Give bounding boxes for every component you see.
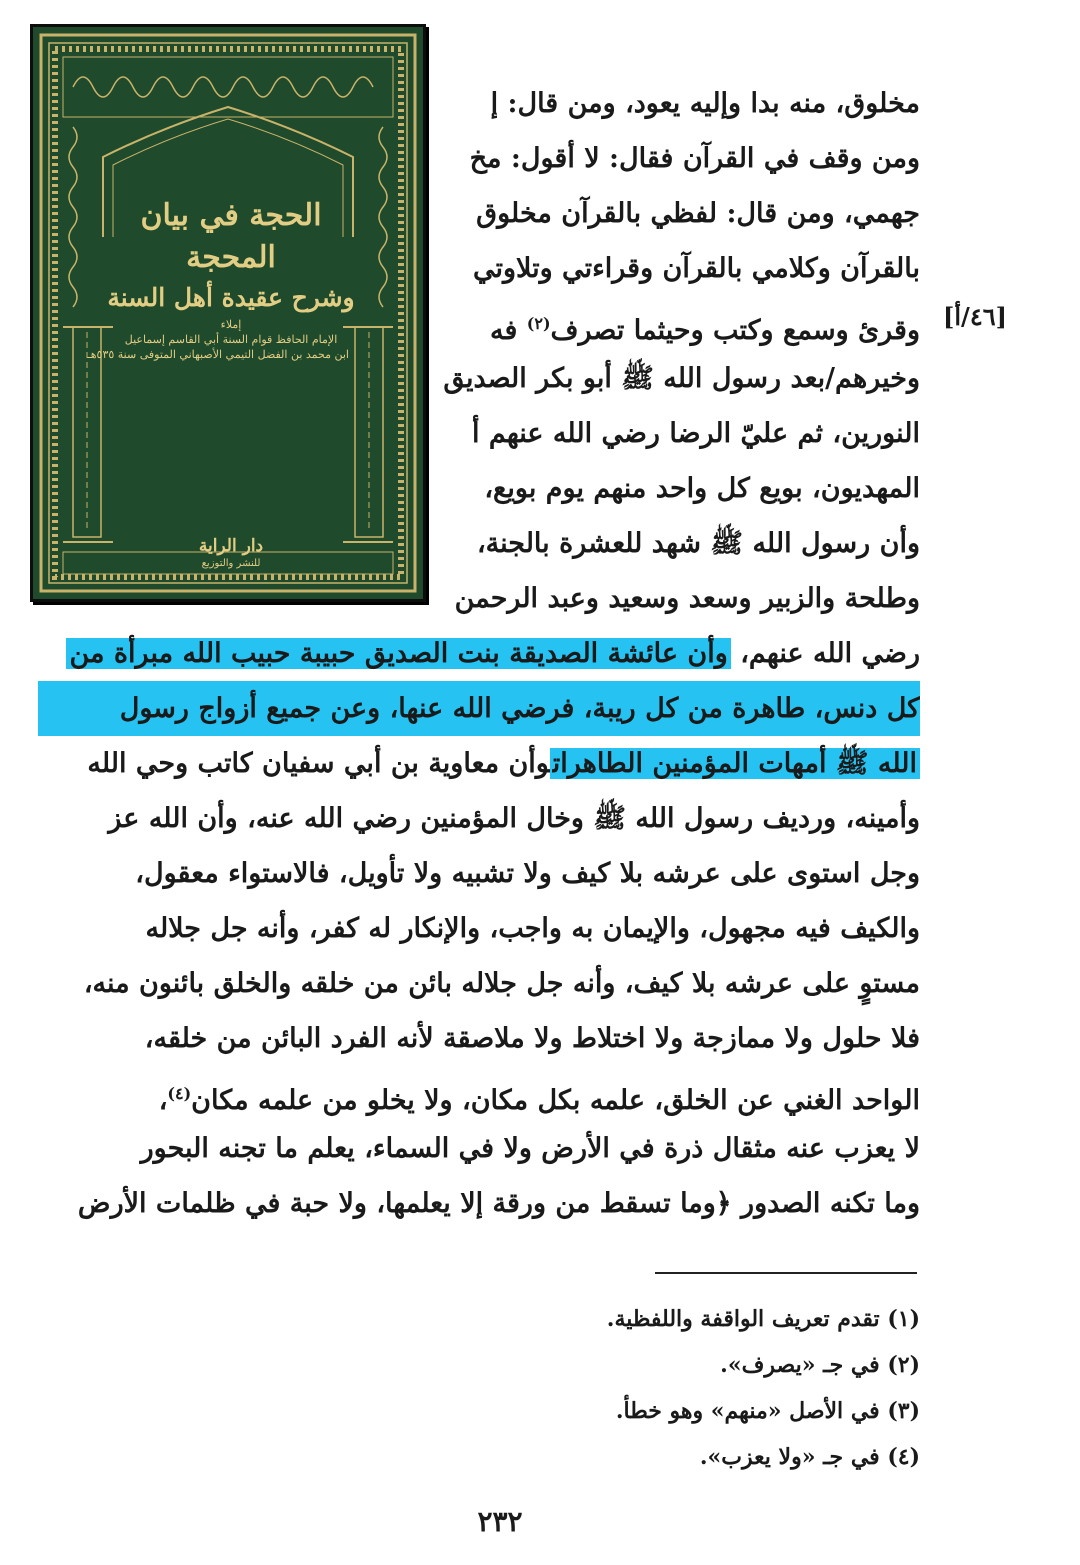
text-line: بالقرآن وكلامي بالقرآن وقراءتي وتلاوتي bbox=[472, 253, 920, 284]
text-line: وما تكنه الصدور ﴿وما تسقط من ورقة إلا يعلمها، ولا حبة في ظلمات الأرض bbox=[77, 1188, 920, 1219]
footnote-marker: (٤) bbox=[167, 1084, 192, 1103]
text-line: وأمينه، ورديف رسول الله ﷺ وخال المؤمنين رضي الله عنه، وأن الله عز bbox=[108, 803, 920, 834]
manuscript-folio-reference: [٤٦/أ] bbox=[943, 302, 1007, 331]
cover-publisher bbox=[173, 535, 289, 571]
text-line: وجل استوى على عرشه بلا كيف ولا تشبيه ولا تأويل، فالاستواء معقول، bbox=[135, 858, 920, 889]
cover-author-intro: إملاء bbox=[220, 318, 242, 331]
footnote-marker: (٢) bbox=[526, 314, 551, 333]
cover-author-line: ابن محمد بن الفضل التيمي الأصبهاني المتوفى سنة ٥٣٥هـ bbox=[87, 348, 349, 361]
text-segment: فه bbox=[490, 315, 518, 346]
text-line bbox=[38, 626, 920, 681]
footnote: (٣) في الأصل «منهم» وهو خطأ. bbox=[615, 1398, 920, 1424]
footnote-divider bbox=[655, 1272, 917, 1274]
text-line bbox=[38, 1066, 920, 1121]
highlighted-text: وأن عائشة الصديقة بنت الصديق حبيبة حبيب الله مبرأة من bbox=[66, 638, 730, 669]
text-line: وأن رسول الله ﷺ شهد للعشرة بالجنة، bbox=[476, 528, 920, 559]
text-line: النورين، ثم عليّ الرضا رضي الله عنهم أ bbox=[471, 418, 920, 449]
text-line bbox=[38, 736, 920, 791]
text-segment: وأن معاوية بن أبي سفيان كاتب وحي الله bbox=[87, 748, 550, 779]
text-line: وخيرهم/بعد رسول الله ﷺ أبو بكر الصديق bbox=[443, 363, 920, 394]
footnote: (٢) في جـ «يصرف». bbox=[720, 1352, 920, 1378]
cover-title bbox=[93, 195, 369, 317]
cover-author bbox=[87, 317, 349, 362]
footnote: (٤) في جـ «ولا يعزب». bbox=[699, 1444, 920, 1470]
footnotes bbox=[500, 1296, 920, 1480]
cover-author-line: الإمام الحافظ قوام السنة أبي القاسم إسماعيل bbox=[124, 333, 338, 346]
cover-subtitle-line: وشرح عقيدة أهل السنة bbox=[107, 283, 355, 312]
text-line: جهمي، ومن قال: لفظي بالقرآن مخلوق bbox=[476, 198, 920, 229]
book-cover-image bbox=[30, 24, 426, 602]
text-segment: وقرئ وسمع وكتب وحيثما تصرف bbox=[550, 315, 920, 346]
publisher-subtitle: للنشر والتوزيع bbox=[201, 558, 261, 569]
highlighted-text: الله ﷺ أمهات المؤمنين الطاهرات bbox=[550, 748, 920, 779]
text-segment: ، bbox=[158, 1085, 168, 1116]
publisher-logo-text: دار الراية bbox=[198, 536, 264, 556]
text-line: مستوٍ على عرشه بلا كيف، وأنه جل جلاله بائن من خلقه والخلق بائنون منه، bbox=[83, 968, 920, 999]
text-line: فلا حلول ولا ممازجة ولا اختلاط ولا ملاصقة لأنه الفرد البائن من خلقه، bbox=[144, 1023, 920, 1054]
text-segment: رضي الله عنهم، bbox=[740, 638, 920, 669]
footnote: (١) تقدم تعريف الواقفة واللفظية. bbox=[606, 1306, 920, 1332]
text-line: وطلحة والزبير وسعد وسعيد وعبد الرحمن bbox=[454, 583, 920, 614]
text-line: لا يعزب عنه مثقال ذرة في الأرض ولا في السماء، يعلم ما تجنه البحور bbox=[140, 1133, 920, 1164]
cover-title-line: الحجة في بيان المحجة bbox=[140, 198, 322, 275]
text-segment: الواحد الغني عن الخلق، علمه بكل مكان، ولا يخلو من علمه مكان bbox=[191, 1085, 920, 1116]
text-line: والكيف فيه مجهول، والإيمان به واجب، والإنكار له كفر، وأنه جل جلاله bbox=[145, 913, 920, 944]
text-line: المهديون، بويع كل واحد منهم يوم بويع، bbox=[484, 473, 920, 504]
page-number: ٢٣٢ bbox=[477, 1505, 523, 1538]
text-line: ومن وقف في القرآن فقال: لا أقول: مخ bbox=[469, 143, 920, 174]
highlighted-text-line: كل دنس، طاهرة من كل ريبة، فرضي الله عنها، وعن جميع أزواج رسول bbox=[38, 681, 920, 736]
text-line: مخلوق، منه بدا وإليه يعود، ومن قال: إ bbox=[490, 88, 920, 119]
